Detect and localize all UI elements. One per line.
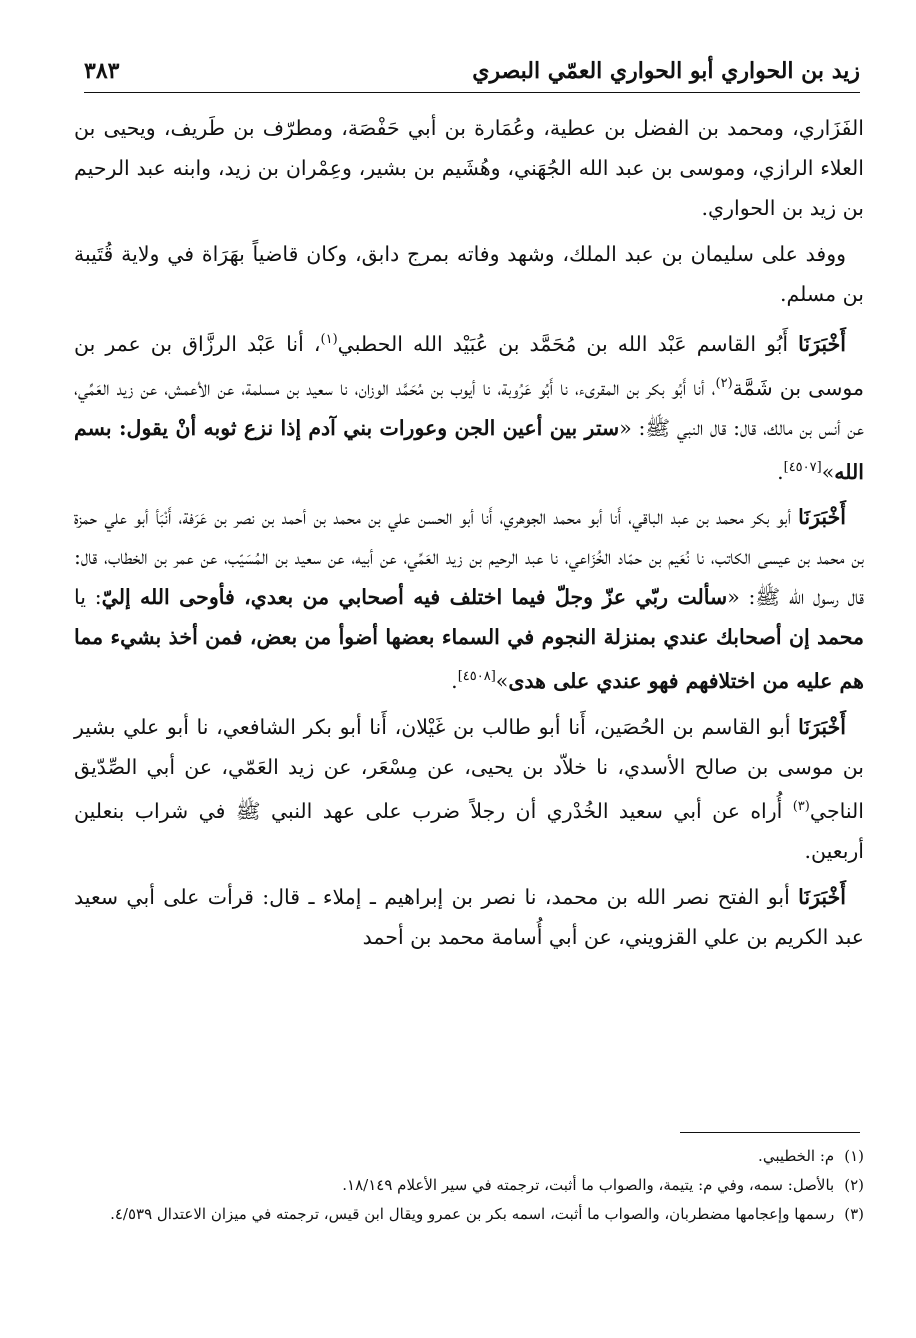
hadith-connector: : يا [74,585,102,610]
paragraph [74,877,864,957]
period: . [777,459,784,484]
footnote-text: م: الخطيبي. [758,1147,835,1165]
hadith-text: ستر بين أعين الجن وعورات بني آدم إذا نزع ثوبه أنْ يقول: بسم الله [74,415,864,484]
paragraph-text: الفَزَاري، ومحمد بن الفضل بن عطية، وعُمَارة بن أبي حَفْصَة، ومطرّف بن طَريف، ويحيى بن العلاء الرازي، وموسى بن عبد الله الجُهَني، وهُشَيم بن بشير، وعِمْران بن زيد، وابنه عبد الرحيم بن زيد بن الحواري. [74,116,865,220]
paragraph [74,497,864,701]
lead-word: أَخْبَرَنَا [798,715,846,740]
period: . [451,669,458,694]
footnote-marker: (٢) [715,375,733,391]
footnote-number: (٣) [844,1205,864,1223]
paragraph [74,108,864,228]
page-header [84,52,860,93]
footnote [74,1171,864,1200]
hadith-text: محمد إن أصحابك عندي بمنزلة النجوم في السماء بعضها أضوأ من بعض، فمن أخذ بشيء مما هم عليه من اختلافهم فهو عندي على هدى [74,625,864,694]
isnad-text: أبو القاسم بن الحُصَين، أَنا أبو طالب بن غَيْلان، أَنا أبو بكر الشافعي، نا أبو علي بشير بن موسى بن صالح الأسدي، نا خلاّد بن يحيى، عن مِسْعَر، عن زيد العَمّي، عن أبي الصِّدّيق الناجي [74,715,864,824]
paragraph-text: ووفد على سليمان بن عبد الملك، وشهد وفاته بمرج دابق، وكان قاضياً بهَرَاة في ولاية قُتَيبة بن مسلم. [74,242,864,306]
isnad-text: ، أنا عَبْد الرزَّاق بن عمر بن موسى بن شَمَّة [74,331,864,400]
isnad-text: أبو الفتح نصر الله بن محمد، نا نصر بن إبراهيم ـ إملاء ـ قال: قرأت على أبي سعيد عبد الكريم بن علي القزويني، عن أبي أُسامة محمد بن أحمد [74,885,864,950]
footnote-text: بالأصل: سمه، وفي م: يتيمة، والصواب ما أثبت، ترجمته في سير الأعلام ١٨/١٤٩. [342,1176,835,1194]
paragraph [74,320,864,491]
hadith-text: سألت ربّي عزّ وجلّ فيما اختلف فيه أصحابي من بعدي، فأوحى الله إليّ [101,585,728,610]
isnad-text: ، أنا أَبُو بكر بن المقرىء، نا أَبُو عَرُوبة، نا أيوب بن مُحَمَّد الوزان، نا سعيد بن مسلمة، عن الأعمش، عن زيد العَمِّي، عن أنس بن مالك، قال: قال النبي ﷺ: « [74,375,864,440]
footnote-number: (٢) [844,1176,864,1194]
footnote-marker: (١) [320,332,338,347]
main-text [74,108,864,963]
footnotes [74,1142,864,1229]
footnote [74,1142,864,1171]
page-number: ٣٨٣ [84,58,120,84]
footnote-marker: (٣) [792,799,810,815]
hadith-number: [٤٥٠٧] [783,459,822,475]
isnad-text: أُراه عن أبي سعيد الخُدْري أن رجلاً ضرب على عهد النبي ﷺ في شراب بنعلين أربعين. [74,799,864,864]
paragraph [74,234,864,314]
quote-close: » [821,459,835,484]
footnote-text: رسمها وإعجامها مضطربان، والصواب ما أثبت، اسمه بكر بن عمرو ويقال ابن قيس، ترجمته في ميزان الاعتدال ٤/٥٣٩. [110,1205,835,1223]
hadith-number: [٤٥٠٨] [457,669,496,685]
isnad-text: أبو بكر محمد بن عبد الباقي، أَنا أبو محمد الجوهري، أَنا أبو الحسن علي بن محمد بن أحمد بن نصر بن عَرَفة، أَنْبَأ أبو علي حمزة بن محمد بن عيسى الكاتب، نا نُعَيم بن حمّاد الخُزَاعي، نا عبد الرحيم بن زيد العَمِّي، عن أبيه، عن سعيد بن المُسَيّب، عن عمر بن الخطاب، قال: قال رسول الله ﷺ: « [74,505,864,610]
footnote [74,1200,864,1229]
quote-close: » [495,669,509,694]
lead-word: أَخْبَرَنَا [798,505,846,530]
footnote-divider [680,1132,860,1133]
paragraph [74,707,864,871]
running-title: زيد بن الحواري أبو الحواري العمّي البصري [472,58,860,84]
lead-word: أَخْبَرَنَا [798,331,846,356]
footnote-number: (١) [844,1147,864,1165]
isnad-text: أَبُو القاسم عَبْد الله بن مُحَمَّد بن عُبَيْد الله الحطبي [337,331,799,356]
lead-word: أَخْبَرَنَا [798,885,846,910]
